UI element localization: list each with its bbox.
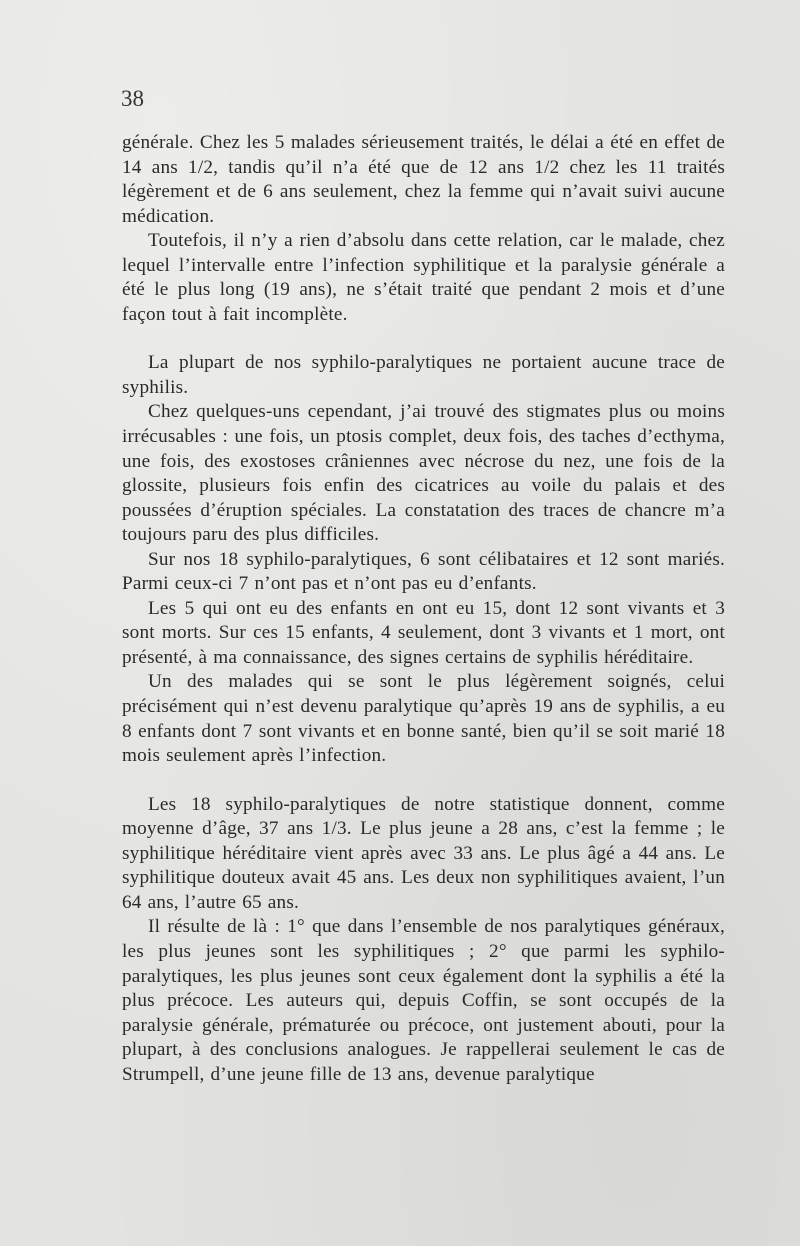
paragraph-8: Les 18 syphilo-paralytiques de notre statistique donnent, comme moyenne d’âge, 37 ans 1/3. Le plus jeune a 28 ans, c’est la femme ; le syphilitique héréditaire vient après avec 33 ans. Le plus âgé a 44 ans. Le syphilitique douteux avait 45 ans. Les deux non syphilitiques avaient, l’un 64 ans, l’autre 65 ans.	[122, 793, 725, 913]
paragraph-4: Chez quelques-uns cependant, j’ai trouvé des stigmates plus ou moins irrécusables : une fois, un ptosis complet, deux fois, des taches d’ecthyma, une fois, des exostoses crâniennes avec nécrose du nez, une fois de la glossite, plusieurs fois enfin des cicatrices au voile du palais et des poussées d’éruption spéciales. La constatation des traces de chancre m’a toujours paru des plus difficiles.	[122, 401, 725, 546]
section-break	[122, 769, 725, 793]
paragraph-2: Toutefois, il n’y a rien d’absolu dans cette relation, car le malade, chez lequel l’intervalle entre l’infection syphilitique et la paralysie générale a été le plus long (19 ans), ne s’était traité que pendant 2 mois et d’une façon tout à fait incomplète.	[122, 230, 725, 325]
section-break	[122, 327, 725, 351]
paragraph-5: Sur nos 18 syphilo-paralytiques, 6 sont célibataires et 12 sont mariés. Parmi ceux-ci 7 n’ont pas et n’ont pas eu d’enfants.	[122, 548, 725, 595]
paragraph-7: Un des malades qui se sont le plus légèrement soignés, celui précisément qui n’est devenu paralytique qu’après 19 ans de syphilis, a eu 8 enfants dont 7 sont vivants et en bonne santé, bien qu’il se soit marié 18 mois seulement après l’infection.	[122, 671, 725, 767]
paragraph-3: La plupart de nos syphilo-paralytiques ne portaient aucune trace de syphilis.	[122, 352, 725, 398]
paragraph-6: Les 5 qui ont eu des enfants en ont eu 15, dont 12 sont vivants et 3 sont morts. Sur ces 15 enfants, 4 seulement, dont 3 vivants et 1 mort, ont présenté, à ma connaissance, des signes certains de syphilis héréditaire.	[122, 597, 725, 668]
page-number: 38	[121, 86, 144, 111]
body-text	[122, 131, 725, 1087]
paragraph-1: générale. Chez les 5 malades sérieusement traités, le délai a été en effet de 14 ans 1/2, tandis qu’il n’a été que de 12 ans 1/2 chez les 11 traités légèrement et de 6 ans seulement, chez la femme qui n’avait suivi aucune médication.	[122, 132, 725, 227]
paragraph-9: Il résulte de là : 1° que dans l’ensemble de nos paralytiques généraux, les plus jeunes sont les syphilitiques ; 2° que parmi les syphilo-paralytiques, les plus jeunes sont ceux également dont la syphilis a été la plus précoce. Les auteurs qui, depuis Coffin, se sont occupés de la paralysie générale, prématurée ou précoce, ont justement abouti, pour la plupart, à des conclusions analogues. Je rappellerai seulement le cas de Strumpell, d’une jeune fille de 13 ans, devenue paralytique	[122, 916, 725, 1085]
